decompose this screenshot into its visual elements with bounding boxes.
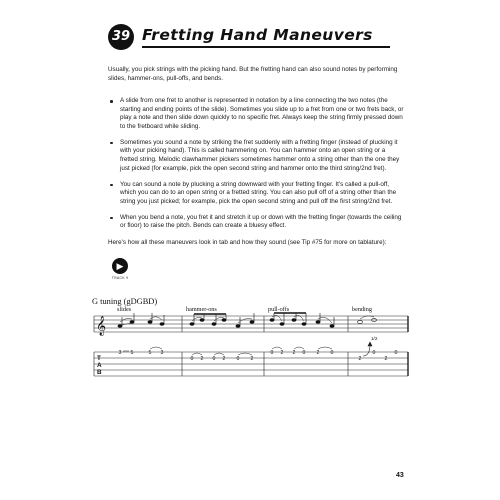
tab-note: 2 [222,356,226,362]
tab-clef-b: B [97,369,102,376]
tab-note: 2 [292,350,296,356]
bullet-bend: When you bend a note, you fret it and stretch it up or down with the fretting finger (towards the ceiling or floor) to raise the pitch. Bends can create a bluesy effect. [108,214,404,231]
tab-clef-a: A [97,362,102,369]
maneuver-list [108,97,404,238]
tab-note: 3 [118,350,122,356]
section-label-pull-offs: pull-offs [268,306,290,313]
tab-slurs [123,347,332,355]
page-number: 43 [396,472,404,479]
track-label: TRACK 9 [111,276,129,280]
tip-number-badge: 39 [108,24,134,50]
music-notation [92,300,410,386]
tab-note: 0 [394,350,398,356]
tab-note: 5 [148,350,152,356]
tab-note: 0 [236,356,240,362]
tab-note: 2 [384,356,388,362]
tab-note: 2 [316,350,320,356]
tab-note: 5 [130,350,134,356]
section-label-slides: slides [117,306,132,313]
tab-note: 0 [190,356,194,362]
section-label-hammer-ons: hammer-ons [186,306,217,313]
tab-note: 0 [372,350,376,356]
tab-note: 0 [270,350,274,356]
page-title: Fretting Hand Maneuvers [142,26,373,44]
tab-note: 2 [250,356,254,362]
speaker-icon[interactable]: ▶ [112,258,128,274]
bullet-hammer-on: Sometimes you sound a note by striking the fret suddenly with a fretting finger (instead of plucking it with your picking hand). This is called hammering on. You can hammer onto an open string or a fretted string. Melodic clawhammer pickers sometimes hammer onto a string other than the one they just picked (for example, pick the open second string and hammer onto the third string/2nd fret). [108,139,404,173]
bullet-slide: A slide from one fret to another is represented in notation by a line connecting the two notes (the starting and ending points of the slide). Sometimes you slide up to a fret from one or two frets back, or play a note and then slide down quickly to no specific fret. Always keep the string firmly pressed down to the fretboard while sliding. [108,97,404,131]
bullet-pull-off: You can sound a note by plucking a string downward with your fretting finger. It's called a pull-off, which you can do to an open string or a fretted string. You can also pull off of a string other than the string you just picked; for example, pick the open second string and pull off the first string/2nd fret. [108,181,404,207]
tab-note: 2 [200,356,204,362]
tab-clef-t: T [97,355,101,362]
title-underline [142,46,390,48]
intro-paragraph: Usually, you pick strings with the picking hand. But the fretting hand can also sound notes by performing slides, hammer-ons, pull-offs, and bends. [108,66,398,82]
tip-header [108,24,390,50]
audio-track-badge[interactable] [110,258,130,284]
tab-note: 2 [280,350,284,356]
bend-arrow-icon [363,342,372,356]
section-label-bending: bending [352,306,372,313]
tab-note: 3 [160,350,164,356]
closing-paragraph: Here's how all these maneuvers look in tab and how they sound (see Tip #75 for more on tablature): [108,239,387,246]
bend-amount: 1/2 [371,336,378,341]
tab-note: 0 [212,356,216,362]
treble-clef-icon: 𝄞 [96,316,107,336]
tuning-label: G tuning (gDGBD) [92,297,158,306]
tab-note: 2 [358,356,362,362]
tab-note: 0 [302,350,306,356]
tab-note: 0 [330,350,334,356]
